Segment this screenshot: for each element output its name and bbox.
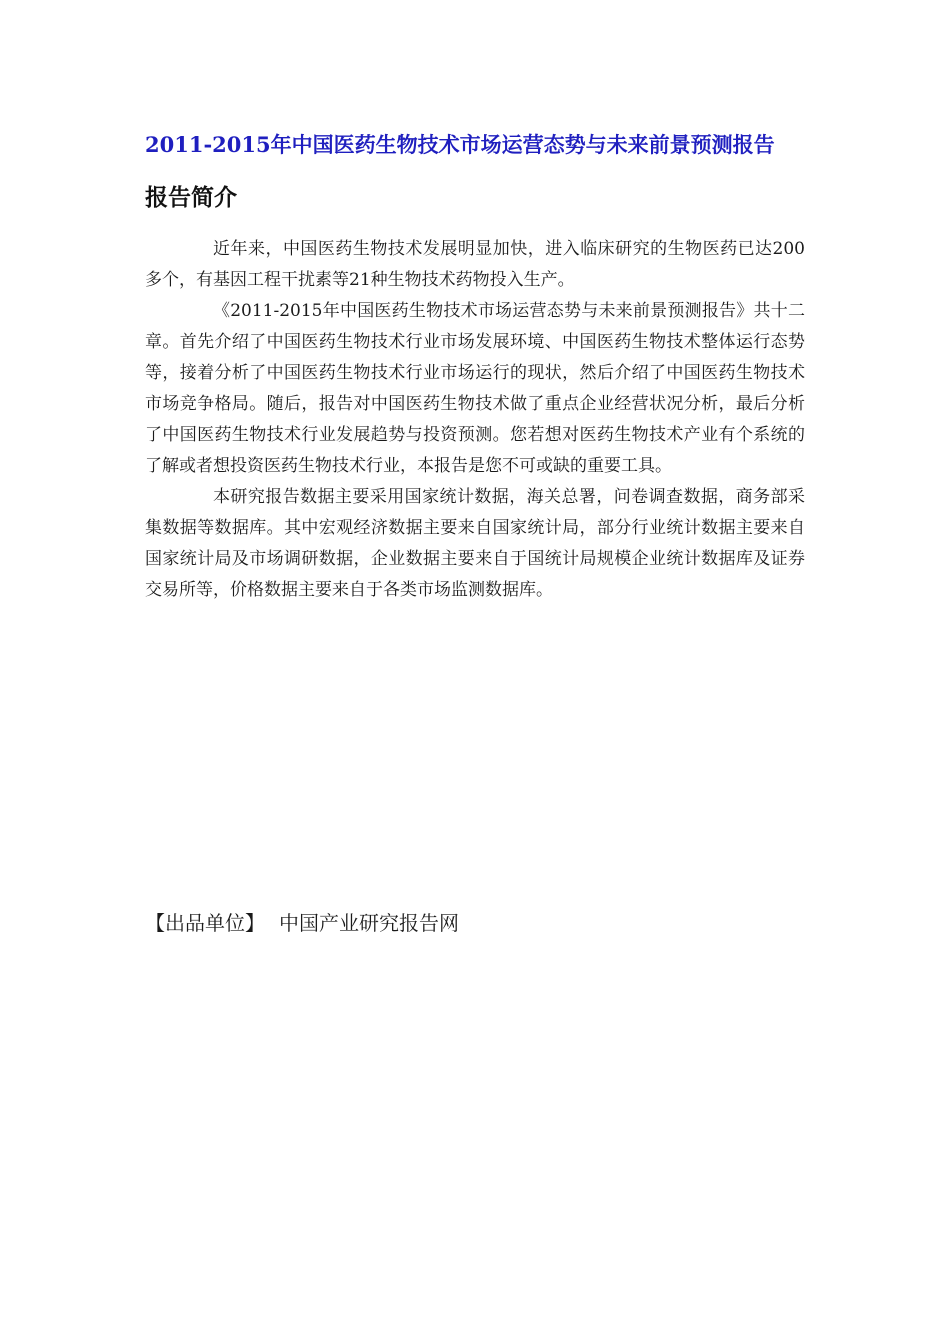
paragraph-data-sources: 本研究报告数据主要采用国家统计数据，海关总署，问卷调查数据，商务部采集数据等数据库。其中宏观经济数据主要来自国家统计局，部分行业统计数据主要来自国家统计局及市场调研数据，企业数据主要来自于国统计局规模企业统计数据库及证券交易所等，价格数据主要来自于各类市场监测数据库。 [145,487,805,600]
document-body [145,118,805,606]
report-title: 2011-2015年中国医药生物技术市场运营态势与未来前景预测报告 [145,132,775,157]
paragraph-contents: 《2011-2015年中国医药生物技术市场运营态势与未来前景预测报告》共十二章。首先介绍了中国医药生物技术行业市场发展环境、中国医药生物技术整体运行态势等，接着分析了中国医药生物技术行业市场运行的现状，然后介绍了中国医药生物技术市场竞争格局。随后，报告对中国医药生物技术做了重点企业经营状况分析，最后分析了中国医药生物技术行业发展趋势与投资预测。您若想对医药生物技术产业有个系统的了解或者想投资医药生物技术行业，本报告是您不可或缺的重要工具。 [145,301,805,476]
publisher-name: 中国产业研究报告网 [279,911,459,935]
section-heading: 报告简介 [145,185,237,211]
publisher-label: 【出品单位】 [145,911,265,935]
paragraph-intro: 近年来，中国医药生物技术发展明显加快，进入临床研究的生物医药已达200多个，有基因工程干扰素等21种生物技术药物投入生产。 [145,239,805,290]
publisher-line [145,906,459,940]
intro-text [145,234,805,606]
